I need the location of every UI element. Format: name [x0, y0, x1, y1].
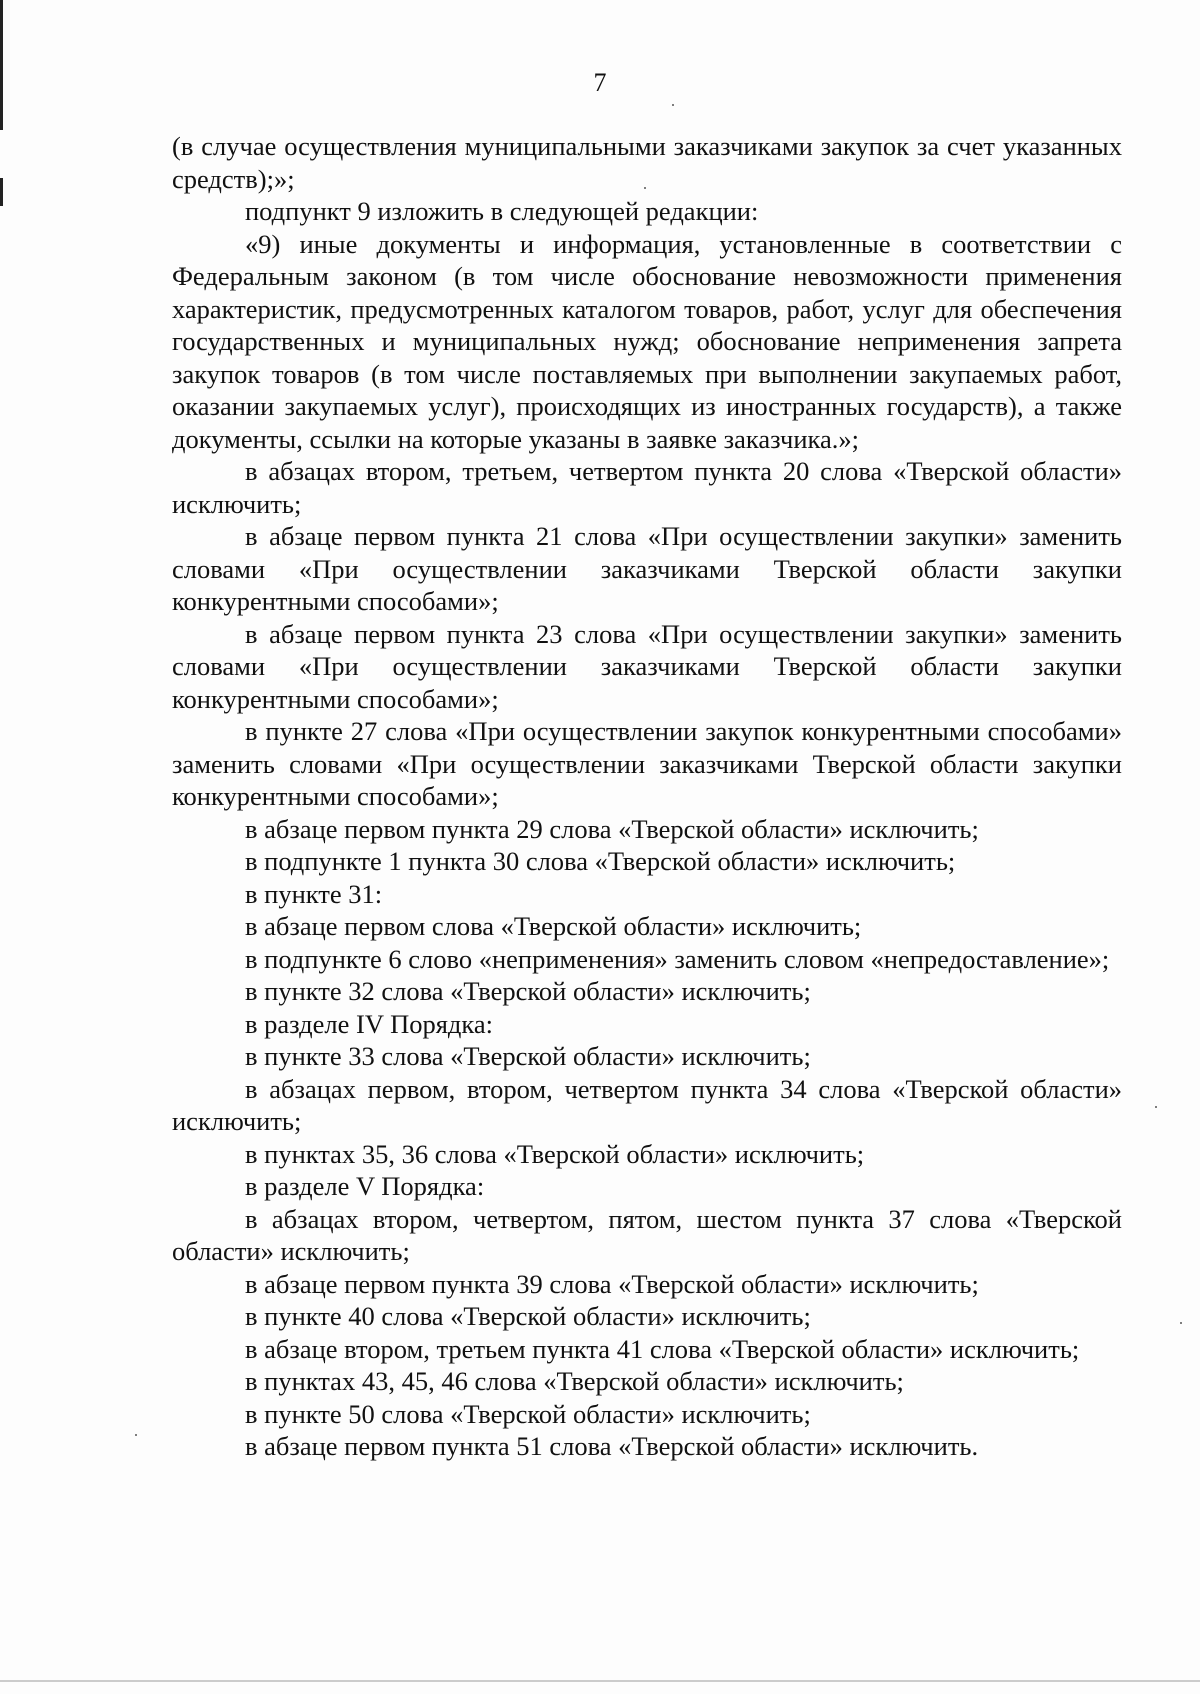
paragraph: в пункте 40 слова «Тверской области» исключить;	[245, 1301, 811, 1331]
paragraph: в абзаце втором, третьем пункта 41 слова «Тверской области» исключить;	[245, 1333, 1080, 1364]
paragraph: в пункте 31:	[245, 878, 383, 909]
paragraph: в пункте 33 слова «Тверской области» исключить;	[245, 1041, 811, 1071]
paragraph: в разделе IV Порядка:	[245, 1008, 494, 1039]
paragraph: в абзацах втором, третьем, четвертом пункта 20 слова «Тверской области» исключить;	[172, 456, 1122, 519]
paragraph: в абзацах втором, четвертом, пятом, шестом пункта 37 слова «Тверской области» исключить;	[172, 1203, 1122, 1266]
paragraph: в разделе V Порядка:	[245, 1171, 485, 1201]
scan-bottom-edge	[0, 1680, 1200, 1682]
paragraph: в пункте 32 слова «Тверской области» исключить;	[245, 976, 811, 1006]
paragraph: (в случае осуществления муниципальными заказчиками закупок за счет указанных средств);»;	[172, 131, 1122, 194]
paragraph: в пунктах 35, 36 слова «Тверской области» исключить;	[245, 1138, 865, 1169]
scan-speck	[1180, 1322, 1182, 1324]
paragraph: в пункте 50 слова «Тверской области» исключить;	[245, 1398, 811, 1429]
paragraph: подпункт 9 изложить в следующей редакции:	[245, 196, 759, 226]
paragraph: в абзаце первом пункта 51 слова «Тверской области» исключить.	[245, 1431, 979, 1461]
paragraph: в пункте 27 слова «При осуществлении закупок конкурентными способами» заменить словами «При осуществлении заказчиками Тверской области закупки конкурентными способами»;	[172, 716, 1122, 811]
paragraph: в пунктах 43, 45, 46 слова «Тверской области» исключить;	[245, 1366, 904, 1396]
scan-speck	[135, 1434, 137, 1436]
scan-edge-mark	[0, 0, 3, 130]
paragraph: «9) иные документы и информация, установленные в соответствии с Федеральным законом (в том числе обоснование невозможности применения характеристик, предусмотренных каталогом товаров, работ, услуг для обеспечения государственных и муниципальных нужд; обоснование неприменения запрета закупок товаров (в том числе поставляемых при выполнении закупаемых работ, оказании закупаемых услуг), происходящих из иностранных государств), а также документы, ссылки на которые указаны в заявке заказчика.»;	[172, 228, 1122, 454]
page-number: 7	[593, 68, 607, 97]
paragraph: в подпункте 1 пункта 30 слова «Тверской области» исключить;	[245, 846, 956, 876]
paragraph: в подпункте 6 слово «неприменения» заменить словом «непредоставление»;	[245, 943, 1110, 974]
paragraph: в абзацах первом, втором, четвертом пункта 34 слова «Тверской области» исключить;	[172, 1073, 1122, 1136]
paragraph: в абзаце первом пункта 39 слова «Тверской области» исключить;	[245, 1268, 979, 1299]
scan-edge-mark	[0, 178, 3, 206]
scan-speck	[672, 104, 674, 106]
paragraph: в абзаце первом пункта 23 слова «При осуществлении закупки» заменить словами «При осуществлении заказчиками Тверской области закупки конкурентными способами»;	[172, 618, 1122, 714]
paragraph: в абзаце первом пункта 21 слова «При осуществлении закупки» заменить словами «При осуществлении заказчиками Тверской области закупки конкурентными способами»;	[172, 521, 1122, 616]
scan-speck	[1155, 1106, 1157, 1108]
paragraph: в абзаце первом пункта 29 слова «Тверской области» исключить;	[245, 813, 979, 844]
document-body	[172, 130, 1122, 1463]
paragraph: в абзаце первом слова «Тверской области» исключить;	[245, 911, 862, 941]
